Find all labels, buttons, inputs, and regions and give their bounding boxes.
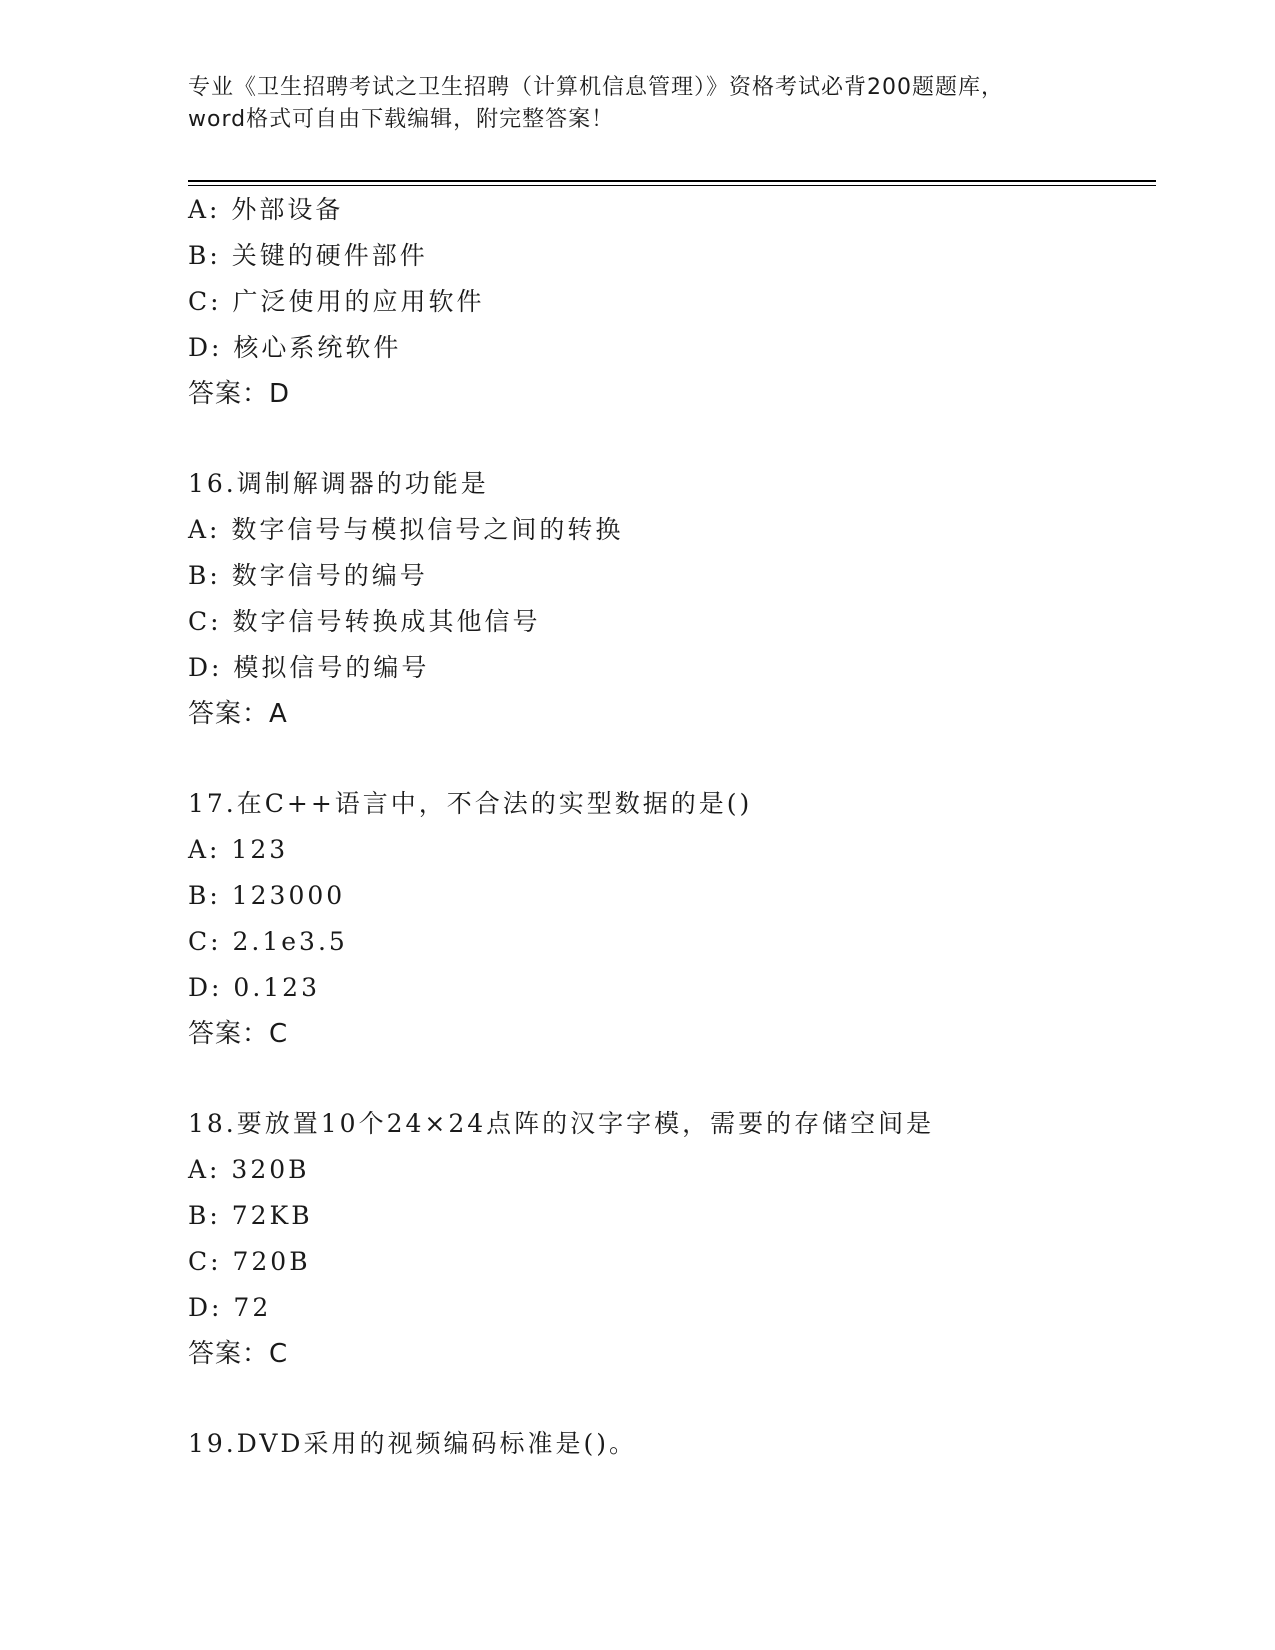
option-d: D: 0.123 (188, 973, 320, 1002)
question-block-15 (188, 187, 1148, 417)
header-title-line-2: word格式可自由下载编辑，附完整答案！ (188, 107, 615, 132)
option-a: A: 外部设备 (188, 195, 344, 224)
question-block-16 (188, 461, 1148, 737)
option-c: C: 数字信号转换成其他信号 (188, 607, 541, 636)
question-block-19 (188, 1421, 1148, 1467)
header-title-line-1: 专业《卫生招聘考试之卫生招聘（计算机信息管理）》资格考试必背200题题库， (188, 75, 1004, 100)
option-b: B: 123000 (188, 881, 346, 910)
option-c: C: 2.1e3.5 (188, 927, 348, 956)
header-divider-thin (188, 185, 1156, 186)
question-text: 17.在C++语言中，不合法的实型数据的是() (188, 789, 753, 818)
header-divider-thick (188, 180, 1156, 182)
document-header (188, 72, 1148, 136)
option-a: A: 320B (188, 1155, 310, 1184)
option-b: B: 数字信号的编号 (188, 561, 428, 590)
option-b: B: 关键的硬件部件 (188, 241, 428, 270)
question-text: 19.DVD采用的视频编码标准是()。 (188, 1429, 637, 1458)
option-b: B: 72KB (188, 1201, 313, 1230)
option-c: C: 720B (188, 1247, 311, 1276)
option-d: D: 核心系统软件 (188, 333, 402, 362)
option-a: A: 数字信号与模拟信号之间的转换 (188, 515, 624, 544)
answer-line: 答案：A (188, 699, 288, 729)
answer-line: 答案：D (188, 379, 291, 409)
answer-line: 答案：C (188, 1339, 289, 1369)
question-text: 16.调制解调器的功能是 (188, 469, 489, 498)
question-list (188, 187, 1148, 1467)
question-block-17 (188, 781, 1148, 1057)
option-d: D: 模拟信号的编号 (188, 653, 430, 682)
option-a: A: 123 (188, 835, 289, 864)
question-text: 18.要放置10个24×24点阵的汉字字模，需要的存储空间是 (188, 1109, 935, 1138)
option-d: D: 72 (188, 1293, 272, 1322)
answer-line: 答案：C (188, 1019, 289, 1049)
option-c: C: 广泛使用的应用软件 (188, 287, 485, 316)
question-block-18 (188, 1101, 1148, 1377)
